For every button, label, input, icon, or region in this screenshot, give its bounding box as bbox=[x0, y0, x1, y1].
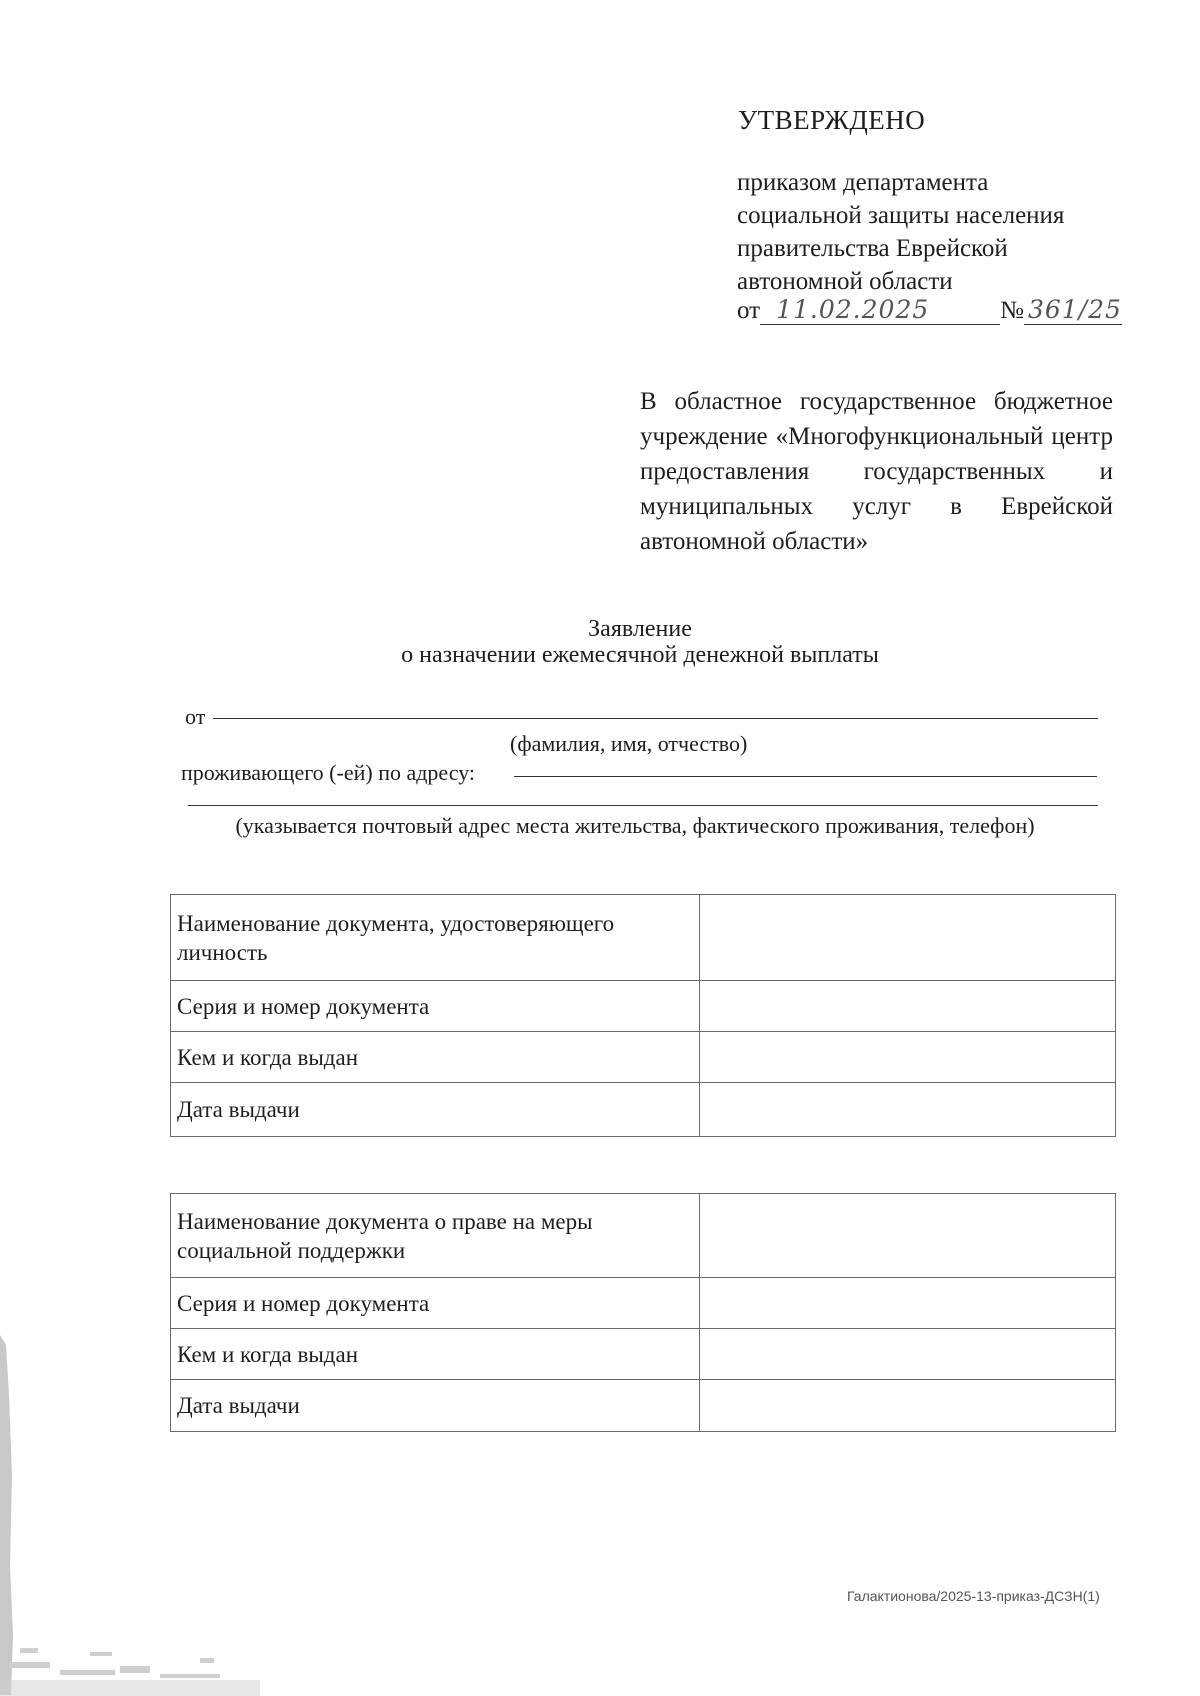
addressee-block: В областное государственное бюджетное учреждение «Многофункциональный центр предоставления государственных и муниципальных услуг в Еврейской автономной области» bbox=[640, 388, 1113, 555]
statement-title: Заявление bbox=[588, 616, 692, 642]
order-date-number bbox=[737, 295, 1122, 325]
fio-hint: (фамилия, имя, отчество) bbox=[510, 731, 748, 756]
approval-line: социальной защиты населения bbox=[737, 202, 1065, 229]
row-label: Кем и когда выдан bbox=[171, 1329, 700, 1380]
row-label: Наименование документа о праве на меры социальной поддержки bbox=[171, 1194, 700, 1278]
row-label: Кем и когда выдан bbox=[171, 1032, 700, 1083]
order-from-prefix: от bbox=[737, 297, 761, 324]
approval-line: автономной области bbox=[737, 268, 953, 295]
order-date-field bbox=[760, 295, 1000, 325]
row-value-cell[interactable] bbox=[700, 895, 1116, 981]
table-row bbox=[171, 1278, 1116, 1329]
approval-authority bbox=[737, 166, 1064, 298]
row-value-cell[interactable] bbox=[700, 1194, 1116, 1278]
approval-line: правительства Еврейской bbox=[737, 235, 1008, 262]
order-number-prefix: № bbox=[1000, 297, 1024, 324]
identity-document-table bbox=[170, 894, 1116, 1137]
address-label: проживающего (-ей) по адресу: bbox=[181, 760, 476, 785]
address-line-1[interactable] bbox=[514, 776, 1097, 777]
order-number-field bbox=[1024, 295, 1122, 325]
table-row bbox=[171, 1380, 1116, 1432]
address-hint: (указывается почтовый адрес места жительства, фактического проживания, телефон) bbox=[235, 813, 1035, 838]
row-value-cell[interactable] bbox=[700, 1032, 1116, 1083]
row-label: Серия и номер документа bbox=[171, 1278, 700, 1329]
row-label: Серия и номер документа bbox=[171, 981, 700, 1032]
table-row bbox=[171, 981, 1116, 1032]
table-row bbox=[171, 1329, 1116, 1380]
row-value-cell[interactable] bbox=[700, 1083, 1116, 1137]
table-row bbox=[171, 895, 1116, 981]
applicant-from-label: от bbox=[185, 704, 206, 729]
support-document-table bbox=[170, 1193, 1116, 1432]
row-label: Дата выдачи bbox=[171, 1380, 700, 1432]
statement-subtitle: о назначении ежемесячной денежной выплаты bbox=[401, 642, 879, 668]
handwritten-number: 361/25 bbox=[1027, 295, 1122, 324]
table-row bbox=[171, 1032, 1116, 1083]
row-label: Дата выдачи bbox=[171, 1083, 700, 1137]
approval-line: приказом департамента bbox=[737, 169, 989, 196]
row-value-cell[interactable] bbox=[700, 1329, 1116, 1380]
document-code-footer: Галактионова/2025-13-приказ-ДСЗН(1) bbox=[847, 1588, 1100, 1604]
row-label: Наименование документа, удостоверяющего личность bbox=[171, 895, 700, 981]
applicant-name-line[interactable] bbox=[213, 718, 1098, 719]
approval-title: УТВЕРЖДЕНО bbox=[738, 105, 926, 135]
row-value-cell[interactable] bbox=[700, 1278, 1116, 1329]
row-value-cell[interactable] bbox=[700, 981, 1116, 1032]
scan-noise bbox=[0, 1640, 260, 1696]
handwritten-date: 11.02.2025 bbox=[776, 295, 930, 324]
table-row bbox=[171, 1194, 1116, 1278]
table-row bbox=[171, 1083, 1116, 1137]
row-value-cell[interactable] bbox=[700, 1380, 1116, 1432]
address-line-2[interactable] bbox=[188, 805, 1098, 806]
